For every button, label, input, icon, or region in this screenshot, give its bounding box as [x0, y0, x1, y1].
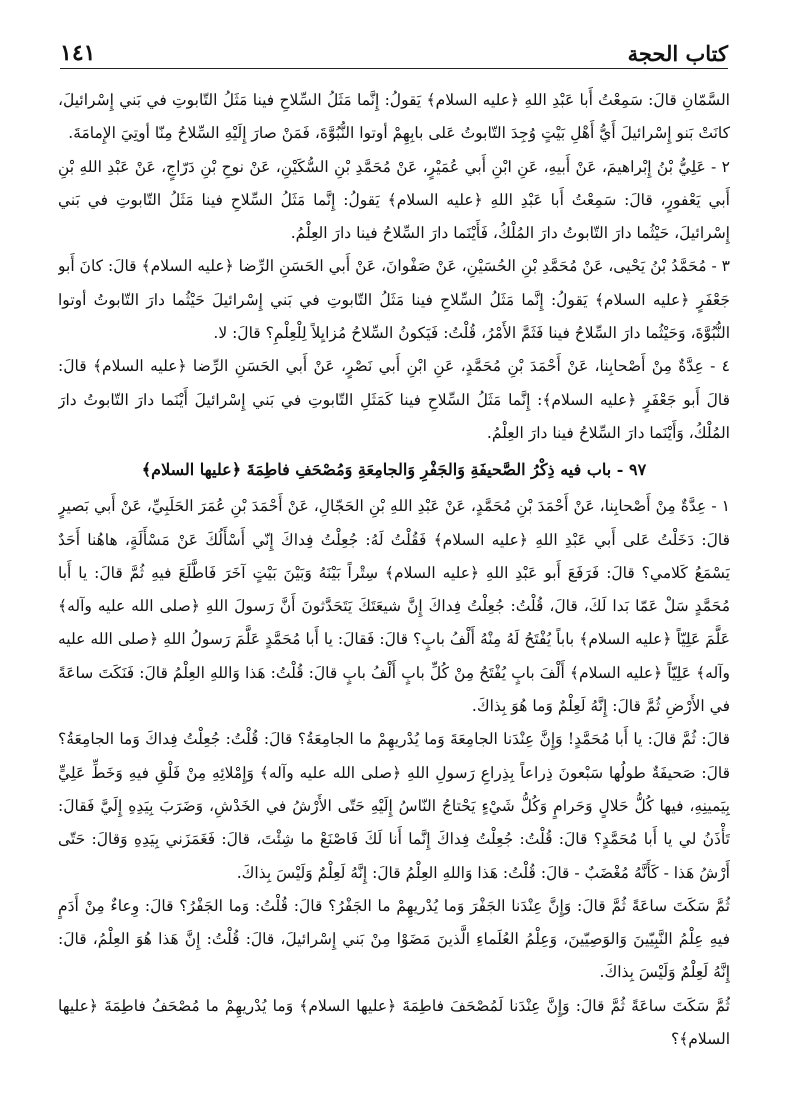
chapter-hadith-1: ١ - عِدَّةٌ مِنْ أَصْحابِنا، عَنْ أَحْمَدَ بْنِ مُحَمَّدٍ، عَنْ عَبْدِ اللهِ بْنِ الحَجّالِ، عَنْ أَحْمَدَ بْنِ عُمَرَ الحَلَبِيِّ، عَنْ أَبي بَصيرٍ قالَ: دَخَلْتُ عَلى أَبي عَبْدِ اللهِ ﴿عليه السلام﴾ فَقُلْتُ لَهُ: جُعِلْتُ فِداكَ إِنّي أَسْأَلُكَ عَنْ مَسْأَلَةٍ، هاهُنا أَحَدٌ يَسْمَعُ كَلامي؟ قالَ: فَرَفَعَ أَبو عَبْدِ اللهِ ﴿عليه السلام﴾ سِتْراً بَيْنَهُ وَبَيْنَ بَيْتٍ آخَرَ فَاطَّلَعَ فيهِ ثُمَّ قالَ: يا أَبا مُحَمَّدٍ سَلْ عَمّا بَدا لَكَ، قالَ، قُلْتُ: جُعِلْتُ فِداكَ إِنَّ شيعَتَكَ يَتَحَدَّثونَ أَنَّ رَسولَ اللهِ ﴿صلى الله عليه وآله﴾ عَلَّمَ عَلِيّاً ﴿عليه السلام﴾ باباً يُفْتَحُ لَهُ مِنْهُ أَلْفُ بابٍ؟ قالَ: فَقالَ: يا أَبا مُحَمَّدٍ عَلَّمَ رَسولُ اللهِ ﴿صلى الله عليه وآله﴾ عَلِيّاً ﴿عليه السلام﴾ أَلْفَ بابٍ يُفْتَحُ مِنْ كُلِّ بابٍ أَلْفُ بابٍ قالَ: قُلْتُ: هَذا وَاللهِ العِلْمُ قالَ: فَنَكَتَ ساعَةً في الأَرْضِ ثُمَّ قالَ: إِنَّهُ لَعِلْمٌ وَما هُوَ بِذاكَ. [58, 497, 730, 716]
page-body [58, 84, 730, 1109]
page-header [60, 32, 728, 66]
hadith-1-continued: السَّمّانِ قالَ: سَمِعْتُ أَبا عَبْدِ اللهِ ﴿عليه السلام﴾ يَقولُ: إِنَّما مَثَلُ السِّلاحِ فينا مَثَلُ التّابوتِ في بَني إِسْرائيلَ، كانَتْ بَنو إِسْرائيلَ أَيُّ أَهْلِ بَيْتٍ وُجِدَ التّابوتُ عَلى بابِهِمْ أوتوا النُّبُوَّةَ، فَمَنْ صارَ إِلَيْهِ السِّلاحُ مِنّا أوتِيَ الإِمامَةَ. [58, 91, 730, 143]
chapter-hadith-1-mushaf: ثُمَّ سَكَتَ ساعَةً ثُمَّ قالَ: وَإِنَّ عِنْدَنا لَمُصْحَفَ فاطِمَةَ ﴿عليها السلام﴾ وَما يُدْريهِمْ ما مُصْحَفُ فاطِمَةَ ﴿عليها السلام﴾؟ [58, 996, 730, 1049]
chapter-hadith-1-jamia: قالَ: ثُمَّ قالَ: يا أَبا مُحَمَّدٍ! وَإِنَّ عِنْدَنا الجامِعَةَ وَما يُدْريهِمْ ما الجامِعَةُ؟ قالَ: قُلْتُ: جُعِلْتُ فِداكَ وَما الجامِعَةُ؟ قالَ: صَحيفَةٌ طولُها سَبْعونَ ذِراعاً بِذِراعِ رَسولِ اللهِ ﴿صلى الله عليه وآله﴾ وَإِمْلائِهِ مِنْ فَلْقِ فيهِ وَخَطِّ عَلِيٍّ بِيَمينِهِ، فيها كُلُّ حَلالٍ وَحَرامٍ وَكُلُّ شَيْءٍ يَحْتاجُ النّاسُ إِلَيْهِ حَتّى الأَرْشُ في الخَدْشِ، وَضَرَبَ بِيَدِهِ إِلَيَّ فَقالَ: تَأْذَنُ لي يا أَبا مُحَمَّدٍ؟ قالَ: قُلْتُ: جُعِلْتُ فِداكَ إِنَّما أَنا لَكَ فَاصْنَعْ ما شِئْتَ، قالَ: فَغَمَزَني بِيَدِهِ وَقالَ: حَتّى أَرْشُ هَذا - كَأَنَّهُ مُغْضَبٌ - قالَ: قُلْتُ: هَذا وَاللهِ العِلْمُ قالَ: إِنَّهُ لَعِلْمٌ وَلَيْسَ بِذاكَ. [58, 730, 730, 882]
hadith-4: ٤ - عِدَّةٌ مِنْ أَصْحابِنا، عَنْ أَحْمَدَ بْنِ مُحَمَّدٍ، عَنِ ابْنِ أَبي نَصْرٍ، عَنْ أَبي الحَسَنِ الرِّضا ﴿عليه السلام﴾ قالَ: قالَ أَبو جَعْفَرٍ ﴿عليه السلام﴾: إِنَّما مَثَلُ السِّلاحِ فينا كَمَثَلِ التّابوتِ في بَني إِسْرائيلَ أَيْنَما دارَ التّابوتُ دارَ المُلْكُ، وَأَيْنَما دارَ السِّلاحُ فينا دارَ العِلْمُ. [58, 357, 730, 442]
hadith-2: ٢ - عَلِيُّ بْنُ إِبْراهيمَ، عَنْ أَبيهِ، عَنِ ابْنِ أَبي عُمَيْرٍ، عَنْ مُحَمَّدِ بْنِ السُّكَيْنِ، عَنْ نوحِ بْنِ دَرّاجٍ، عَنْ عَبْدِ اللهِ بْنِ أَبي يَعْفورٍ، قالَ: سَمِعْتُ أَبا عَبْدِ اللهِ ﴿عليه السلام﴾ يَقولُ: إِنَّما مَثَلُ السِّلاحِ فينا مَثَلُ التّابوتِ في بَني إِسْرائيلَ، حَيْثُما دارَ التّابوتُ دارَ المُلْكُ، فَأَيْنَما دارَ السِّلاحُ فينا دارَ العِلْمُ. [58, 157, 730, 243]
chapter-heading: ٩٧ - باب فيه ذِكْرُ الصَّحيفَةِ وَالجَفْرِ وَالجامِعَةِ وَمُصْحَفِ فاطِمَةَ ﴿عليها السلام﴾ [141, 460, 647, 480]
header-rule [60, 68, 728, 69]
chapter-hadith-1-jafr: ثُمَّ سَكَتَ ساعَةً ثُمَّ قالَ: وَإِنَّ عِنْدَنا الجَفْرَ وَما يُدْريهِمْ ما الجَفْرُ؟ قالَ: قُلْتُ: وَما الجَفْرُ؟ قالَ: وِعاءٌ مِنْ أَدَمٍ فيهِ عِلْمُ النَّبِيّينَ وَالوَصِيّينَ، وَعِلْمُ العُلَماءِ الَّذينَ مَضَوْا مِنْ بَني إِسْرائيلَ، قالَ: قُلْتُ: إِنَّ هَذا هُوَ العِلْمُ، قالَ: إِنَّهُ لَعِلْمٌ وَلَيْسَ بِذاكَ. [58, 896, 730, 982]
hadith-3: ٣ - مُحَمَّدُ بْنُ يَحْيى، عَنْ مُحَمَّدِ بْنِ الحُسَيْنِ، عَنْ صَفْوانَ، عَنْ أَبي الحَسَنِ الرِّضا ﴿عليه السلام﴾ قالَ: كانَ أَبو جَعْفَرٍ ﴿عليه السلام﴾ يَقولُ: إِنَّما مَثَلُ السِّلاحِ فينا مَثَلُ التّابوتِ في بَني إِسْرائيلَ حَيْثُما دارَ التّابوتُ أوتوا النُّبُوَّةَ، وَحَيْثُما دارَ السِّلاحُ فينا فَثَمَّ الأَمْرُ، قُلْتُ: فَيَكونُ السِّلاحُ مُزايِلاً لِلْعِلْمِ؟ قالَ: لا. [58, 257, 730, 343]
page-number: ١٤١ [60, 40, 96, 66]
running-title: كتاب الحجة [627, 41, 728, 66]
